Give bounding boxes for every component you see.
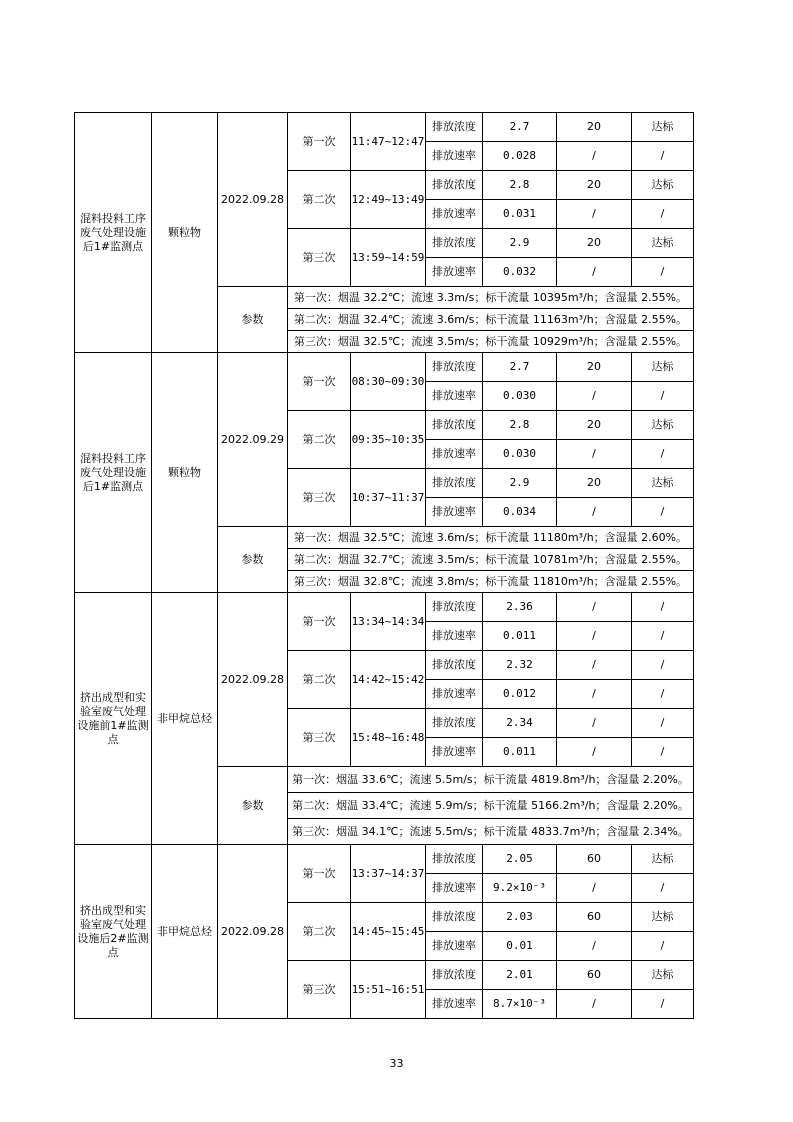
rate-value: 0.028 bbox=[483, 142, 557, 171]
concentration-value: 2.32 bbox=[483, 651, 557, 680]
rate-value: 8.7×10⁻³ bbox=[483, 990, 557, 1019]
result-value: / bbox=[632, 142, 694, 171]
sampling-date: 2022.09.28 bbox=[218, 845, 288, 1019]
concentration-label: 排放浓度 bbox=[426, 845, 483, 874]
sampling-time: 12:49~13:49 bbox=[351, 171, 426, 229]
limit-value: / bbox=[557, 651, 632, 680]
sampling-date: 2022.09.28 bbox=[218, 113, 288, 287]
limit-value: / bbox=[557, 932, 632, 961]
sampling-time: 11:47~12:47 bbox=[351, 113, 426, 171]
limit-value: / bbox=[557, 142, 632, 171]
concentration-label: 排放浓度 bbox=[426, 593, 483, 622]
rate-label: 排放速率 bbox=[426, 680, 483, 709]
sampling-time: 14:45~15:45 bbox=[351, 903, 426, 961]
table-row bbox=[75, 353, 694, 382]
concentration-label: 排放浓度 bbox=[426, 171, 483, 200]
rate-value: 0.030 bbox=[483, 440, 557, 469]
sampling-time: 10:37~11:37 bbox=[351, 469, 426, 527]
sampling-time: 15:51~16:51 bbox=[351, 961, 426, 1019]
result-value: 达标 bbox=[632, 113, 694, 142]
run-label: 第三次 bbox=[288, 961, 351, 1019]
limit-value: / bbox=[557, 680, 632, 709]
run-label: 第二次 bbox=[288, 411, 351, 469]
rate-label: 排放速率 bbox=[426, 142, 483, 171]
result-value: / bbox=[632, 738, 694, 767]
page-number: 33 bbox=[389, 1057, 404, 1070]
result-value: 达标 bbox=[632, 961, 694, 990]
concentration-label: 排放浓度 bbox=[426, 411, 483, 440]
sampling-time: 14:42~15:42 bbox=[351, 651, 426, 709]
result-value: 达标 bbox=[632, 229, 694, 258]
result-value: / bbox=[632, 932, 694, 961]
rate-value: 0.031 bbox=[483, 200, 557, 229]
limit-value: 20 bbox=[557, 469, 632, 498]
concentration-value: 2.05 bbox=[483, 845, 557, 874]
monitoring-location: 挤出成型和实验室废气处理设施前1#监测点 bbox=[75, 593, 152, 845]
concentration-value: 2.7 bbox=[483, 113, 557, 142]
result-value: / bbox=[632, 680, 694, 709]
run-label: 第二次 bbox=[288, 171, 351, 229]
params-text: 第二次：烟温 32.7℃；流速 3.5m/s；标干流量 10781m³/h；含湿量 2.55%。 bbox=[288, 549, 694, 571]
limit-value: / bbox=[557, 498, 632, 527]
rate-label: 排放速率 bbox=[426, 738, 483, 767]
limit-value: / bbox=[557, 738, 632, 767]
run-label: 第三次 bbox=[288, 469, 351, 527]
limit-value: 20 bbox=[557, 353, 632, 382]
limit-value: / bbox=[557, 200, 632, 229]
run-label: 第一次 bbox=[288, 593, 351, 651]
rate-label: 排放速率 bbox=[426, 498, 483, 527]
concentration-value: 2.03 bbox=[483, 903, 557, 932]
limit-value: / bbox=[557, 874, 632, 903]
sampling-time: 13:37~14:37 bbox=[351, 845, 426, 903]
run-label: 第三次 bbox=[288, 229, 351, 287]
rate-value: 0.012 bbox=[483, 680, 557, 709]
concentration-label: 排放浓度 bbox=[426, 709, 483, 738]
monitoring-location: 挤出成型和实验室废气处理设施后2#监测点 bbox=[75, 845, 152, 1019]
result-value: 达标 bbox=[632, 171, 694, 200]
result-value: / bbox=[632, 874, 694, 903]
result-value: 达标 bbox=[632, 411, 694, 440]
result-value: 达标 bbox=[632, 903, 694, 932]
pollutant-name: 颗粒物 bbox=[152, 113, 218, 353]
run-label: 第一次 bbox=[288, 845, 351, 903]
params-label: 参数 bbox=[218, 287, 288, 353]
sampling-time: 13:59~14:59 bbox=[351, 229, 426, 287]
params-text: 第二次：烟温 32.4℃；流速 3.6m/s；标干流量 11163m³/h；含湿量 2.55%。 bbox=[288, 309, 694, 331]
concentration-value: 2.8 bbox=[483, 171, 557, 200]
rate-value: 0.011 bbox=[483, 738, 557, 767]
rate-label: 排放速率 bbox=[426, 382, 483, 411]
monitoring-location: 混料投料工序废气处理设施后1#监测点 bbox=[75, 113, 152, 353]
result-value: 达标 bbox=[632, 845, 694, 874]
limit-value: / bbox=[557, 990, 632, 1019]
params-text: 第三次：烟温 32.5℃；流速 3.5m/s；标干流量 10929m³/h；含湿量 2.55%。 bbox=[288, 331, 694, 353]
params-text: 第一次：烟温 32.5℃；流速 3.6m/s；标干流量 11180m³/h；含湿量 2.60%。 bbox=[288, 527, 694, 549]
monitoring-location: 混料投料工序废气处理设施后1#监测点 bbox=[75, 353, 152, 593]
params-text: 第二次：烟温 33.4℃；流速 5.9m/s；标干流量 5166.2m³/h；含湿量 2.20%。 bbox=[288, 793, 694, 819]
limit-value: 20 bbox=[557, 113, 632, 142]
limit-value: / bbox=[557, 709, 632, 738]
pollutant-name: 非甲烷总烃 bbox=[152, 845, 218, 1019]
params-label: 参数 bbox=[218, 767, 288, 845]
rate-value: 9.2×10⁻³ bbox=[483, 874, 557, 903]
emission-monitoring-table bbox=[74, 112, 694, 1019]
concentration-value: 2.9 bbox=[483, 469, 557, 498]
params-text: 第三次：烟温 32.8℃；流速 3.8m/s；标干流量 11810m³/h；含湿量 2.55%。 bbox=[288, 571, 694, 593]
limit-value: 60 bbox=[557, 845, 632, 874]
run-label: 第三次 bbox=[288, 709, 351, 767]
result-value: / bbox=[632, 622, 694, 651]
params-text: 第三次：烟温 34.1℃；流速 5.5m/s；标干流量 4833.7m³/h；含湿量 2.34%。 bbox=[288, 819, 694, 845]
concentration-label: 排放浓度 bbox=[426, 469, 483, 498]
pollutant-name: 非甲烷总烃 bbox=[152, 593, 218, 845]
rate-value: 0.01 bbox=[483, 932, 557, 961]
concentration-label: 排放浓度 bbox=[426, 961, 483, 990]
sampling-time: 09:35~10:35 bbox=[351, 411, 426, 469]
concentration-value: 2.8 bbox=[483, 411, 557, 440]
rate-value: 0.030 bbox=[483, 382, 557, 411]
limit-value: 20 bbox=[557, 171, 632, 200]
concentration-value: 2.36 bbox=[483, 593, 557, 622]
concentration-label: 排放浓度 bbox=[426, 353, 483, 382]
result-value: / bbox=[632, 382, 694, 411]
result-value: / bbox=[632, 593, 694, 622]
rate-value: 0.011 bbox=[483, 622, 557, 651]
result-value: / bbox=[632, 651, 694, 680]
rate-label: 排放速率 bbox=[426, 874, 483, 903]
concentration-label: 排放浓度 bbox=[426, 903, 483, 932]
limit-value: / bbox=[557, 622, 632, 651]
result-value: / bbox=[632, 440, 694, 469]
result-value: / bbox=[632, 498, 694, 527]
sampling-time: 08:30~09:30 bbox=[351, 353, 426, 411]
sampling-time: 13:34~14:34 bbox=[351, 593, 426, 651]
limit-value: 20 bbox=[557, 229, 632, 258]
rate-label: 排放速率 bbox=[426, 258, 483, 287]
limit-value: / bbox=[557, 593, 632, 622]
rate-label: 排放速率 bbox=[426, 622, 483, 651]
sampling-date: 2022.09.28 bbox=[218, 593, 288, 767]
run-label: 第一次 bbox=[288, 353, 351, 411]
result-value: / bbox=[632, 709, 694, 738]
concentration-label: 排放浓度 bbox=[426, 229, 483, 258]
run-label: 第二次 bbox=[288, 651, 351, 709]
rate-value: 0.034 bbox=[483, 498, 557, 527]
limit-value: / bbox=[557, 382, 632, 411]
table-row bbox=[75, 593, 694, 622]
rate-value: 0.032 bbox=[483, 258, 557, 287]
table-row bbox=[75, 845, 694, 874]
result-value: / bbox=[632, 258, 694, 287]
limit-value: / bbox=[557, 440, 632, 469]
concentration-value: 2.34 bbox=[483, 709, 557, 738]
params-text: 第一次：烟温 33.6℃；流速 5.5m/s；标干流量 4819.8m³/h；含湿量 2.20%。 bbox=[288, 767, 694, 793]
limit-value: / bbox=[557, 258, 632, 287]
result-value: 达标 bbox=[632, 353, 694, 382]
table-row bbox=[75, 113, 694, 142]
limit-value: 60 bbox=[557, 903, 632, 932]
sampling-date: 2022.09.29 bbox=[218, 353, 288, 527]
limit-value: 60 bbox=[557, 961, 632, 990]
concentration-value: 2.9 bbox=[483, 229, 557, 258]
concentration-value: 2.01 bbox=[483, 961, 557, 990]
concentration-label: 排放浓度 bbox=[426, 651, 483, 680]
run-label: 第二次 bbox=[288, 903, 351, 961]
params-label: 参数 bbox=[218, 527, 288, 593]
result-value: / bbox=[632, 200, 694, 229]
rate-label: 排放速率 bbox=[426, 932, 483, 961]
params-text: 第一次：烟温 32.2℃；流速 3.3m/s；标干流量 10395m³/h；含湿量 2.55%。 bbox=[288, 287, 694, 309]
sampling-time: 15:48~16:48 bbox=[351, 709, 426, 767]
result-value: / bbox=[632, 990, 694, 1019]
rate-label: 排放速率 bbox=[426, 200, 483, 229]
run-label: 第一次 bbox=[288, 113, 351, 171]
rate-label: 排放速率 bbox=[426, 990, 483, 1019]
concentration-label: 排放浓度 bbox=[426, 113, 483, 142]
pollutant-name: 颗粒物 bbox=[152, 353, 218, 593]
rate-label: 排放速率 bbox=[426, 440, 483, 469]
concentration-value: 2.7 bbox=[483, 353, 557, 382]
result-value: 达标 bbox=[632, 469, 694, 498]
limit-value: 20 bbox=[557, 411, 632, 440]
